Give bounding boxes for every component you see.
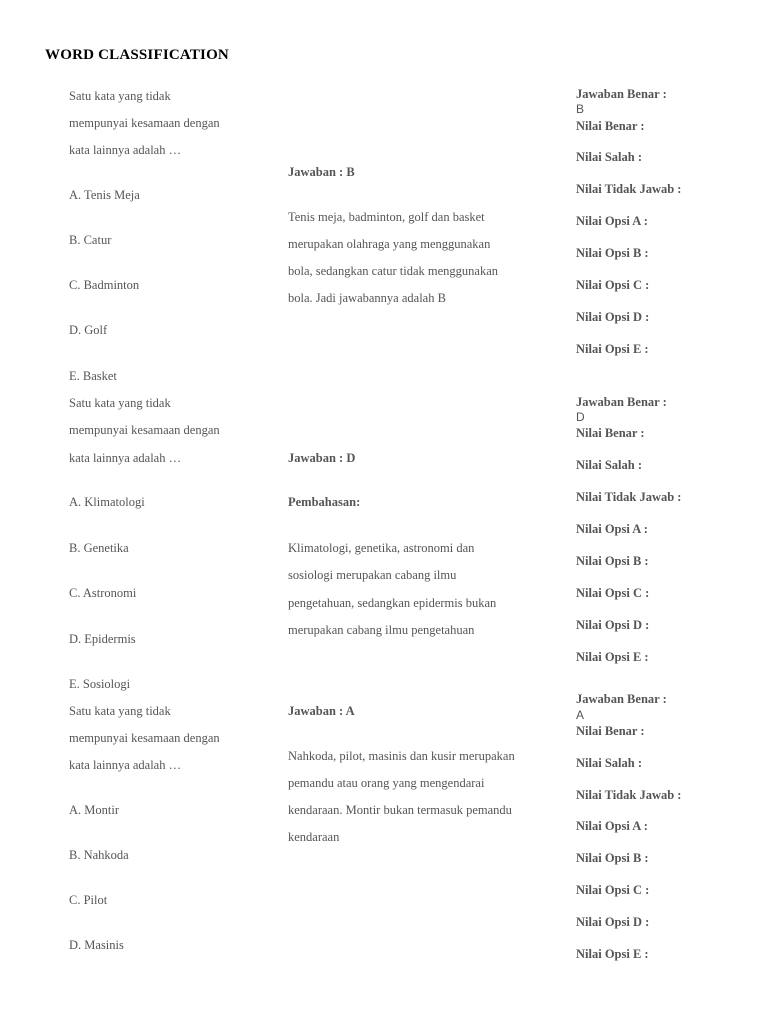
score-salah: Nilai Salah : xyxy=(576,458,642,472)
explanation-line: Klimatologi, genetika, astronomi dan xyxy=(288,541,475,555)
score-tidak-jawab: Nilai Tidak Jawab : xyxy=(576,788,682,802)
option-c: C. Badminton xyxy=(69,278,140,292)
correct-answer-label: Jawaban Benar : xyxy=(576,692,667,706)
explanation-line: sosiologi merupakan cabang ilmu xyxy=(288,568,457,582)
explanation-line: bola. Jadi jawabannya adalah B xyxy=(288,291,446,305)
score-benar: Nilai Benar : xyxy=(576,724,645,738)
question-text-line: Satu kata yang tidak xyxy=(69,704,171,718)
option-c: C. Pilot xyxy=(69,893,108,907)
score-opsi-d: Nilai Opsi D : xyxy=(576,618,650,632)
question-text-line: kata lainnya adalah … xyxy=(69,143,182,157)
option-e: E. Sosiologi xyxy=(69,677,131,691)
option-a: A. Klimatologi xyxy=(69,495,145,509)
explanation-line: Tenis meja, badminton, golf dan basket xyxy=(288,210,485,224)
question-text-line: Satu kata yang tidak xyxy=(69,89,171,103)
correct-answer-label: Jawaban Benar : xyxy=(576,87,667,101)
discussion-heading: Pembahasan: xyxy=(288,495,361,509)
correct-answer-value: B xyxy=(576,102,585,116)
explanation-line: pemandu atau orang yang mengendarai xyxy=(288,776,485,790)
option-e: E. Basket xyxy=(69,369,117,383)
explanation-line: pengetahuan, sedangkan epidermis bukan xyxy=(288,596,497,610)
score-opsi-d: Nilai Opsi D : xyxy=(576,310,650,324)
score-benar: Nilai Benar : xyxy=(576,119,645,133)
explanation-line: kendaraan. Montir bukan termasuk pemandu xyxy=(288,803,512,817)
correct-answer-value: A xyxy=(576,708,585,722)
score-opsi-b: Nilai Opsi B : xyxy=(576,554,649,568)
option-d: D. Golf xyxy=(69,323,108,337)
explanation-line: kendaraan xyxy=(288,830,340,844)
score-opsi-c: Nilai Opsi C : xyxy=(576,883,650,897)
option-b: B. Genetika xyxy=(69,541,129,555)
score-opsi-e: Nilai Opsi E : xyxy=(576,342,649,356)
option-d: D. Masinis xyxy=(69,938,124,952)
option-a: A. Tenis Meja xyxy=(69,188,140,202)
answer-heading: Jawaban : B xyxy=(288,165,355,179)
answer-heading: Jawaban : D xyxy=(288,451,356,465)
option-b: B. Nahkoda xyxy=(69,848,129,862)
option-a: A. Montir xyxy=(69,803,119,817)
score-opsi-a: Nilai Opsi A : xyxy=(576,214,648,228)
score-opsi-d: Nilai Opsi D : xyxy=(576,915,650,929)
score-opsi-e: Nilai Opsi E : xyxy=(576,650,649,664)
question-text-line: Satu kata yang tidak xyxy=(69,396,171,410)
score-opsi-e: Nilai Opsi E : xyxy=(576,947,649,961)
score-salah: Nilai Salah : xyxy=(576,756,642,770)
correct-answer-value: D xyxy=(576,410,585,424)
question-text-line: kata lainnya adalah … xyxy=(69,758,182,772)
question-text-line: mempunyai kesamaan dengan xyxy=(69,116,220,130)
correct-answer-label: Jawaban Benar : xyxy=(576,395,667,409)
question-text-line: mempunyai kesamaan dengan xyxy=(69,423,220,437)
score-opsi-b: Nilai Opsi B : xyxy=(576,246,649,260)
explanation-line: Nahkoda, pilot, masinis dan kusir merupakan xyxy=(288,749,515,763)
score-tidak-jawab: Nilai Tidak Jawab : xyxy=(576,490,682,504)
score-salah: Nilai Salah : xyxy=(576,150,642,164)
score-tidak-jawab: Nilai Tidak Jawab : xyxy=(576,182,682,196)
option-d: D. Epidermis xyxy=(69,632,136,646)
explanation-line: bola, sedangkan catur tidak menggunakan xyxy=(288,264,498,278)
score-opsi-b: Nilai Opsi B : xyxy=(576,851,649,865)
option-b: B. Catur xyxy=(69,233,112,247)
score-opsi-c: Nilai Opsi C : xyxy=(576,278,650,292)
score-opsi-c: Nilai Opsi C : xyxy=(576,586,650,600)
score-opsi-a: Nilai Opsi A : xyxy=(576,819,648,833)
option-c: C. Astronomi xyxy=(69,586,137,600)
explanation-line: merupakan cabang ilmu pengetahuan xyxy=(288,623,475,637)
explanation-line: merupakan olahraga yang menggunakan xyxy=(288,237,491,251)
score-benar: Nilai Benar : xyxy=(576,426,645,440)
question-text-line: mempunyai kesamaan dengan xyxy=(69,731,220,745)
page-title: WORD CLASSIFICATION xyxy=(45,47,229,63)
question-text-line: kata lainnya adalah … xyxy=(69,451,182,465)
score-opsi-a: Nilai Opsi A : xyxy=(576,522,648,536)
answer-heading: Jawaban : A xyxy=(288,704,355,718)
